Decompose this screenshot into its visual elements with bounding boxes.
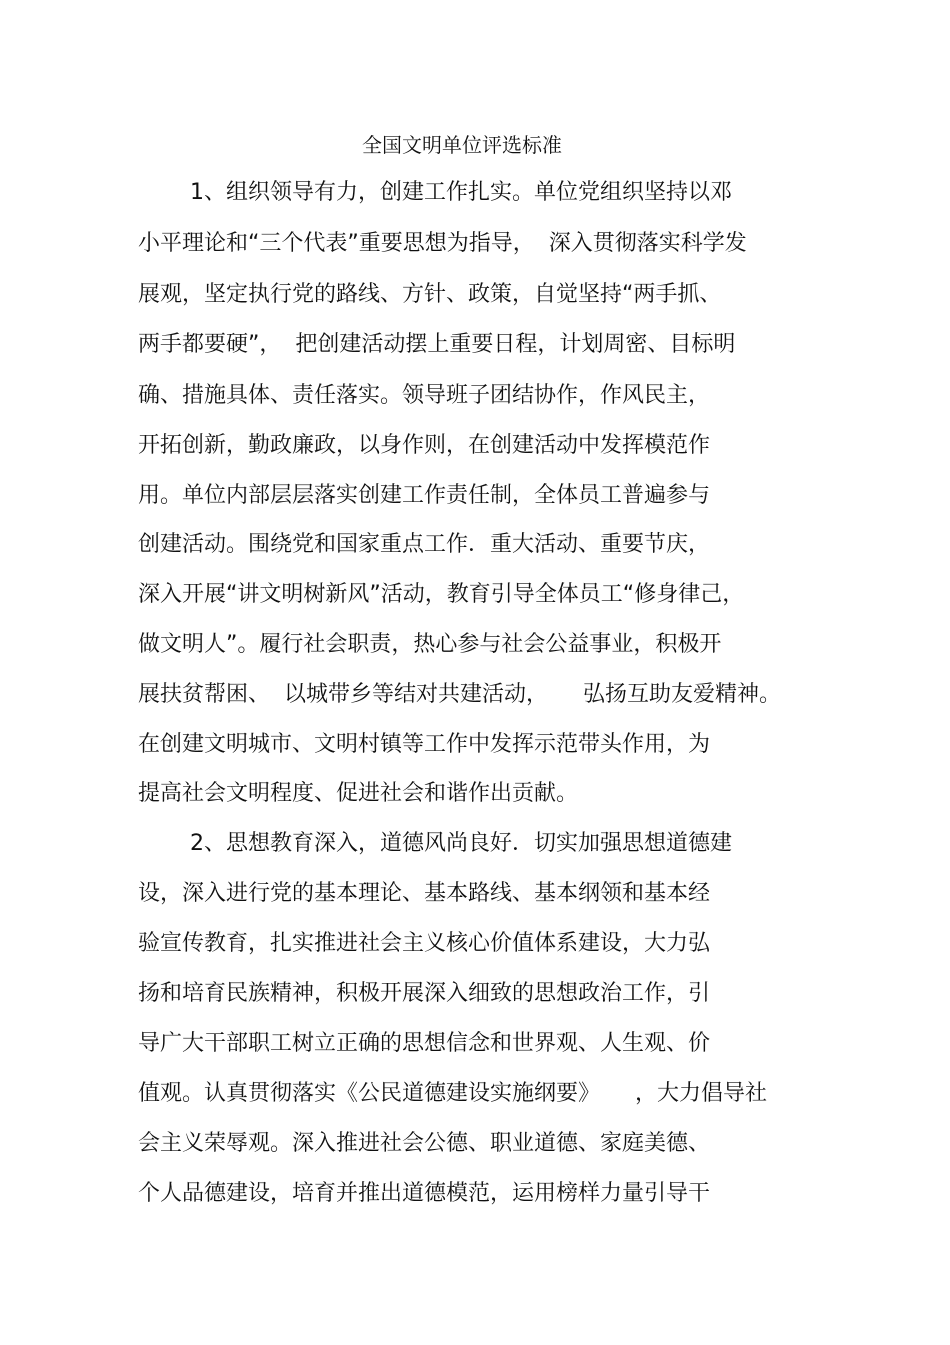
paragraph-1-line-5: 确、措施具体、责任落实。领导班子团结协作，作风民主，	[138, 383, 711, 408]
document-title: 全国文明单位评选标准	[362, 133, 562, 157]
paragraph-2-line-5: 导广大干部职工树立正确的思想信念和世界观、人生观、价	[138, 1031, 711, 1056]
paragraph-1-line-4: 两手都要硬”， 把创建活动摆上重要日程，计划周密、目标明	[138, 332, 736, 357]
paragraph-1-line-10: 做文明人”。履行社会职责，热心参与社会公益事业，积极开	[138, 632, 722, 657]
paragraph-2-line-1: 2、思想教育深入，道德风尚良好．切实加强思想道德建	[190, 831, 732, 856]
paragraph-1-line-2: 小平理论和“三个代表”重要思想为指导， 深入贯彻落实科学发	[138, 231, 747, 256]
paragraph-2-line-2: 设，深入进行党的基本理论、基本路线、基本纲领和基本经	[138, 881, 711, 906]
paragraph-1-line-8: 创建活动。围绕党和国家重点工作．重大活动、重要节庆，	[138, 532, 711, 557]
paragraph-1-line-12: 在创建文明城市、文明村镇等工作中发挥示范带头作用，为	[138, 732, 711, 757]
paragraph-1-line-1: 1、组织领导有力，创建工作扎实。单位党组织坚持以邓	[190, 180, 732, 205]
paragraph-2-line-4: 扬和培育民族精神，积极开展深入细致的思想政治工作，引	[138, 981, 711, 1006]
paragraph-1-line-3: 展观，坚定执行党的路线、方针、政策，自觉坚持“两手抓、	[138, 282, 722, 307]
paragraph-1-line-6: 开拓创新，勤政廉政，以身作则，在创建活动中发挥模范作	[138, 433, 711, 458]
paragraph-1-line-11: 展扶贫帮困、 以城带乡等结对共建活动， 弘扬互助友爱精神。	[138, 682, 781, 707]
paragraph-2-line-7: 会主义荣辱观。深入推进社会公德、职业道德、家庭美德、	[138, 1131, 711, 1156]
paragraph-1-line-9: 深入开展“讲文明树新风”活动，教育引导全体员工“修身律己，	[138, 582, 745, 607]
paragraph-2-line-8: 个人品德建设，培育并推出道德模范，运用榜样力量引导干	[138, 1181, 711, 1206]
paragraph-2-line-3: 验宣传教育，扎实推进社会主义核心价值体系建设，大力弘	[138, 931, 711, 956]
paragraph-1-line-7: 用。单位内部层层落实创建工作责任制，全体员工普遍参与	[138, 483, 711, 508]
paragraph-2-line-6: 值观。认真贯彻落实《公民道德建设实施纲要》 ，大力倡导社	[138, 1081, 767, 1106]
paragraph-1-line-13: 提高社会文明程度、促进社会和谐作出贡献。	[138, 781, 579, 806]
